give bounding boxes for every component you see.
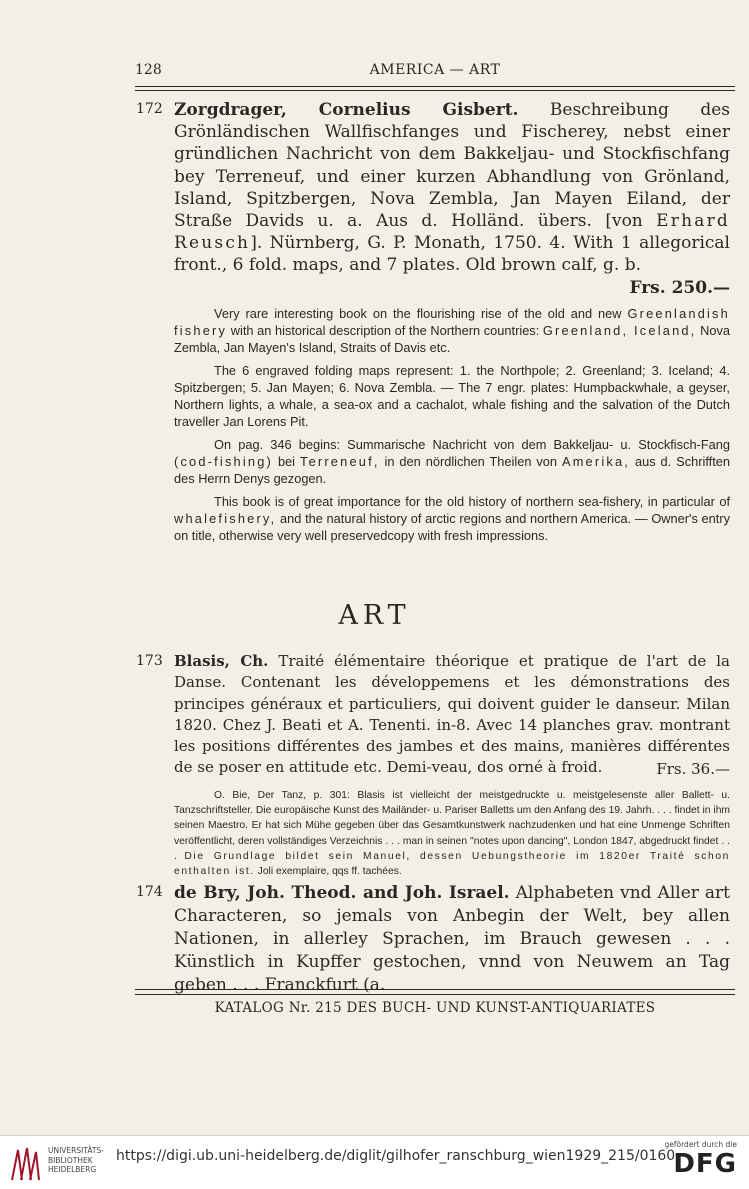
- entry-price: Frs. 250.—: [629, 277, 730, 298]
- funder-note: gefördert durch die: [664, 1140, 737, 1149]
- footer-rule-thin: [135, 994, 735, 995]
- entry-174: [136, 882, 730, 997]
- running-title: AMERICA — ART: [369, 62, 501, 78]
- section-title: ART: [338, 600, 411, 631]
- entry-text-part: Alphabeten vnd Aller art Characteren, so jemals von Anbegin der Welt, bey allen Nationen, in allerley Sprachen, im Brauch gewesen . . . Künstlich in Kupffer gestochen, vnnd von Neuwem an Tag geben . . . Franckfurt (a.: [174, 883, 730, 995]
- entry-text-part: Traité élémentaire théorique et pratique de l'art de la Danse. Contenant les développemens et les démonstrations des principes généraux et particuliers, qui doivent guider le danseur. Milan 1820. Chez J. Beati et A. Tenenti. in-8. Avec 14 planches grav. montrant les positions différentes des jambes et des mains, manières différentes de se poser en attitude etc. Demi-veau, dos orné à froid.: [174, 652, 730, 777]
- library-seal-icon: [8, 1144, 42, 1184]
- funder-logo[interactable]: [655, 1140, 737, 1186]
- entry-description: [174, 99, 730, 277]
- funder-name: DFG: [673, 1149, 737, 1179]
- footer-rule: [135, 989, 735, 990]
- entry-price: Frs. 36.—: [656, 759, 730, 778]
- catalog-footer: KATALOG Nr. 215 DES BUCH- UND KUNST-ANTIQUARIATES: [214, 1000, 656, 1016]
- entry-spaced-name: Erhard Reusch: [174, 211, 731, 254]
- entry-note: O. Bie, Der Tanz, p. 301: Blasis ist vielleicht der meistgedruckte u. meistgelesenste aller Ballett- u. Tanzschriftsteller. Die europäische Kunst des Mailänder- u. Pariser Balletts um den Anfang des 19. Jahrh. . . . findet in ihm seinen Maestro. Er hat sich Mühe gegeben über das Gesamtkunstwerk nachzudenken und hat eine Unmenge Schriften veröffentlicht, deren vollständiges Verzeichnis . . . man in seinen "notes upon dancing", London 1847, abgedruckt findet . . . Die Grundlage bildet sein Manuel, dessen Uebungstheorie im 1820er Traité schon enthalten ist. Joli exemplaire, qqs ff. tachées.: [174, 789, 730, 878]
- entry-author: de Bry, Joh. Theod. and Joh. Israel.: [174, 883, 510, 903]
- entry-173: [136, 651, 730, 880]
- entry-172: [136, 99, 731, 544]
- entry-number: 173: [136, 653, 163, 669]
- entry-author: Blasis, Ch.: [174, 652, 269, 670]
- header-rule: [135, 86, 735, 87]
- library-logo[interactable]: [8, 1144, 108, 1184]
- entry-number: 174: [136, 884, 163, 900]
- source-url-link[interactable]: https://digi.ub.uni-heidelberg.de/diglit/gilhofer_ranschburg_wien1929_215/0160: [116, 1148, 676, 1164]
- entry-note: Very rare interesting book on the flourishing rise of the old and new Greenlandish fishery with an historical description of the Northern countries: Greenland, Iceland, Nova Zembla, Jan Mayen's Island, Straits of Davis etc.: [174, 305, 730, 356]
- digitization-band: [0, 1135, 749, 1189]
- entry-text-part: Beschreibung des Grönländischen Wallfischfanges und Fischerey, nebst einer gründlichen Nachricht von dem Bakkeljau- und Stockfischfang bey Terreneuf, und einer kurzen Abhandlung von Grönland, Island, Spitzbergen, Nova Zembla, Jan Mayen Eiland, der Straße Davids u. a. Aus d. Holländ. übers. [von: [174, 100, 731, 232]
- entry-note: On pag. 346 begins: Summarische Nachricht von dem Bakkeljau- u. Stockfisch-Fang (cod-fishing) bei Terreneuf, in den nördlichen Theilen von Amerika, aus d. Schrifften des Herrn Denys gezogen.: [174, 436, 730, 487]
- entry-text-part: ]. Nürnberg, G. P. Monath, 1750. 4. With 1 allegorical front., 6 fold. maps, and 7 plates. Old brown calf, g. b.: [174, 233, 730, 276]
- page-number: 128: [135, 62, 162, 78]
- entry-number: 172: [136, 101, 163, 117]
- entry-note: The 6 engraved folding maps represent: 1. the Northpole; 2. Greenland; 3. Iceland; 4. Spitzbergen; 5. Jan Mayen; 6. Nova Zembla. — The 7 engr. plates: Humpbackwhale, a geyser, Northern lights, a whale, a sea-ox and a cachalot, whale fishing and the salvation of the Dutch traveller Jan Lorens Pit.: [174, 362, 730, 430]
- entry-note: This book is of great importance for the old history of northern sea-fishery, in particular of whalefishery, and the natural history of arctic regions and northern America. — Owner's entry on title, otherwise very well preservedcopy with fresh impressions.: [174, 493, 730, 544]
- entry-description: [174, 882, 730, 997]
- entry-author: Zorgdrager, Cornelius Gisbert.: [174, 100, 519, 120]
- library-name: UNIVERSITÄTS- BIBLIOTHEK HEIDELBERG: [48, 1146, 104, 1174]
- header-rule-thin: [135, 90, 735, 91]
- page-header: [135, 62, 735, 84]
